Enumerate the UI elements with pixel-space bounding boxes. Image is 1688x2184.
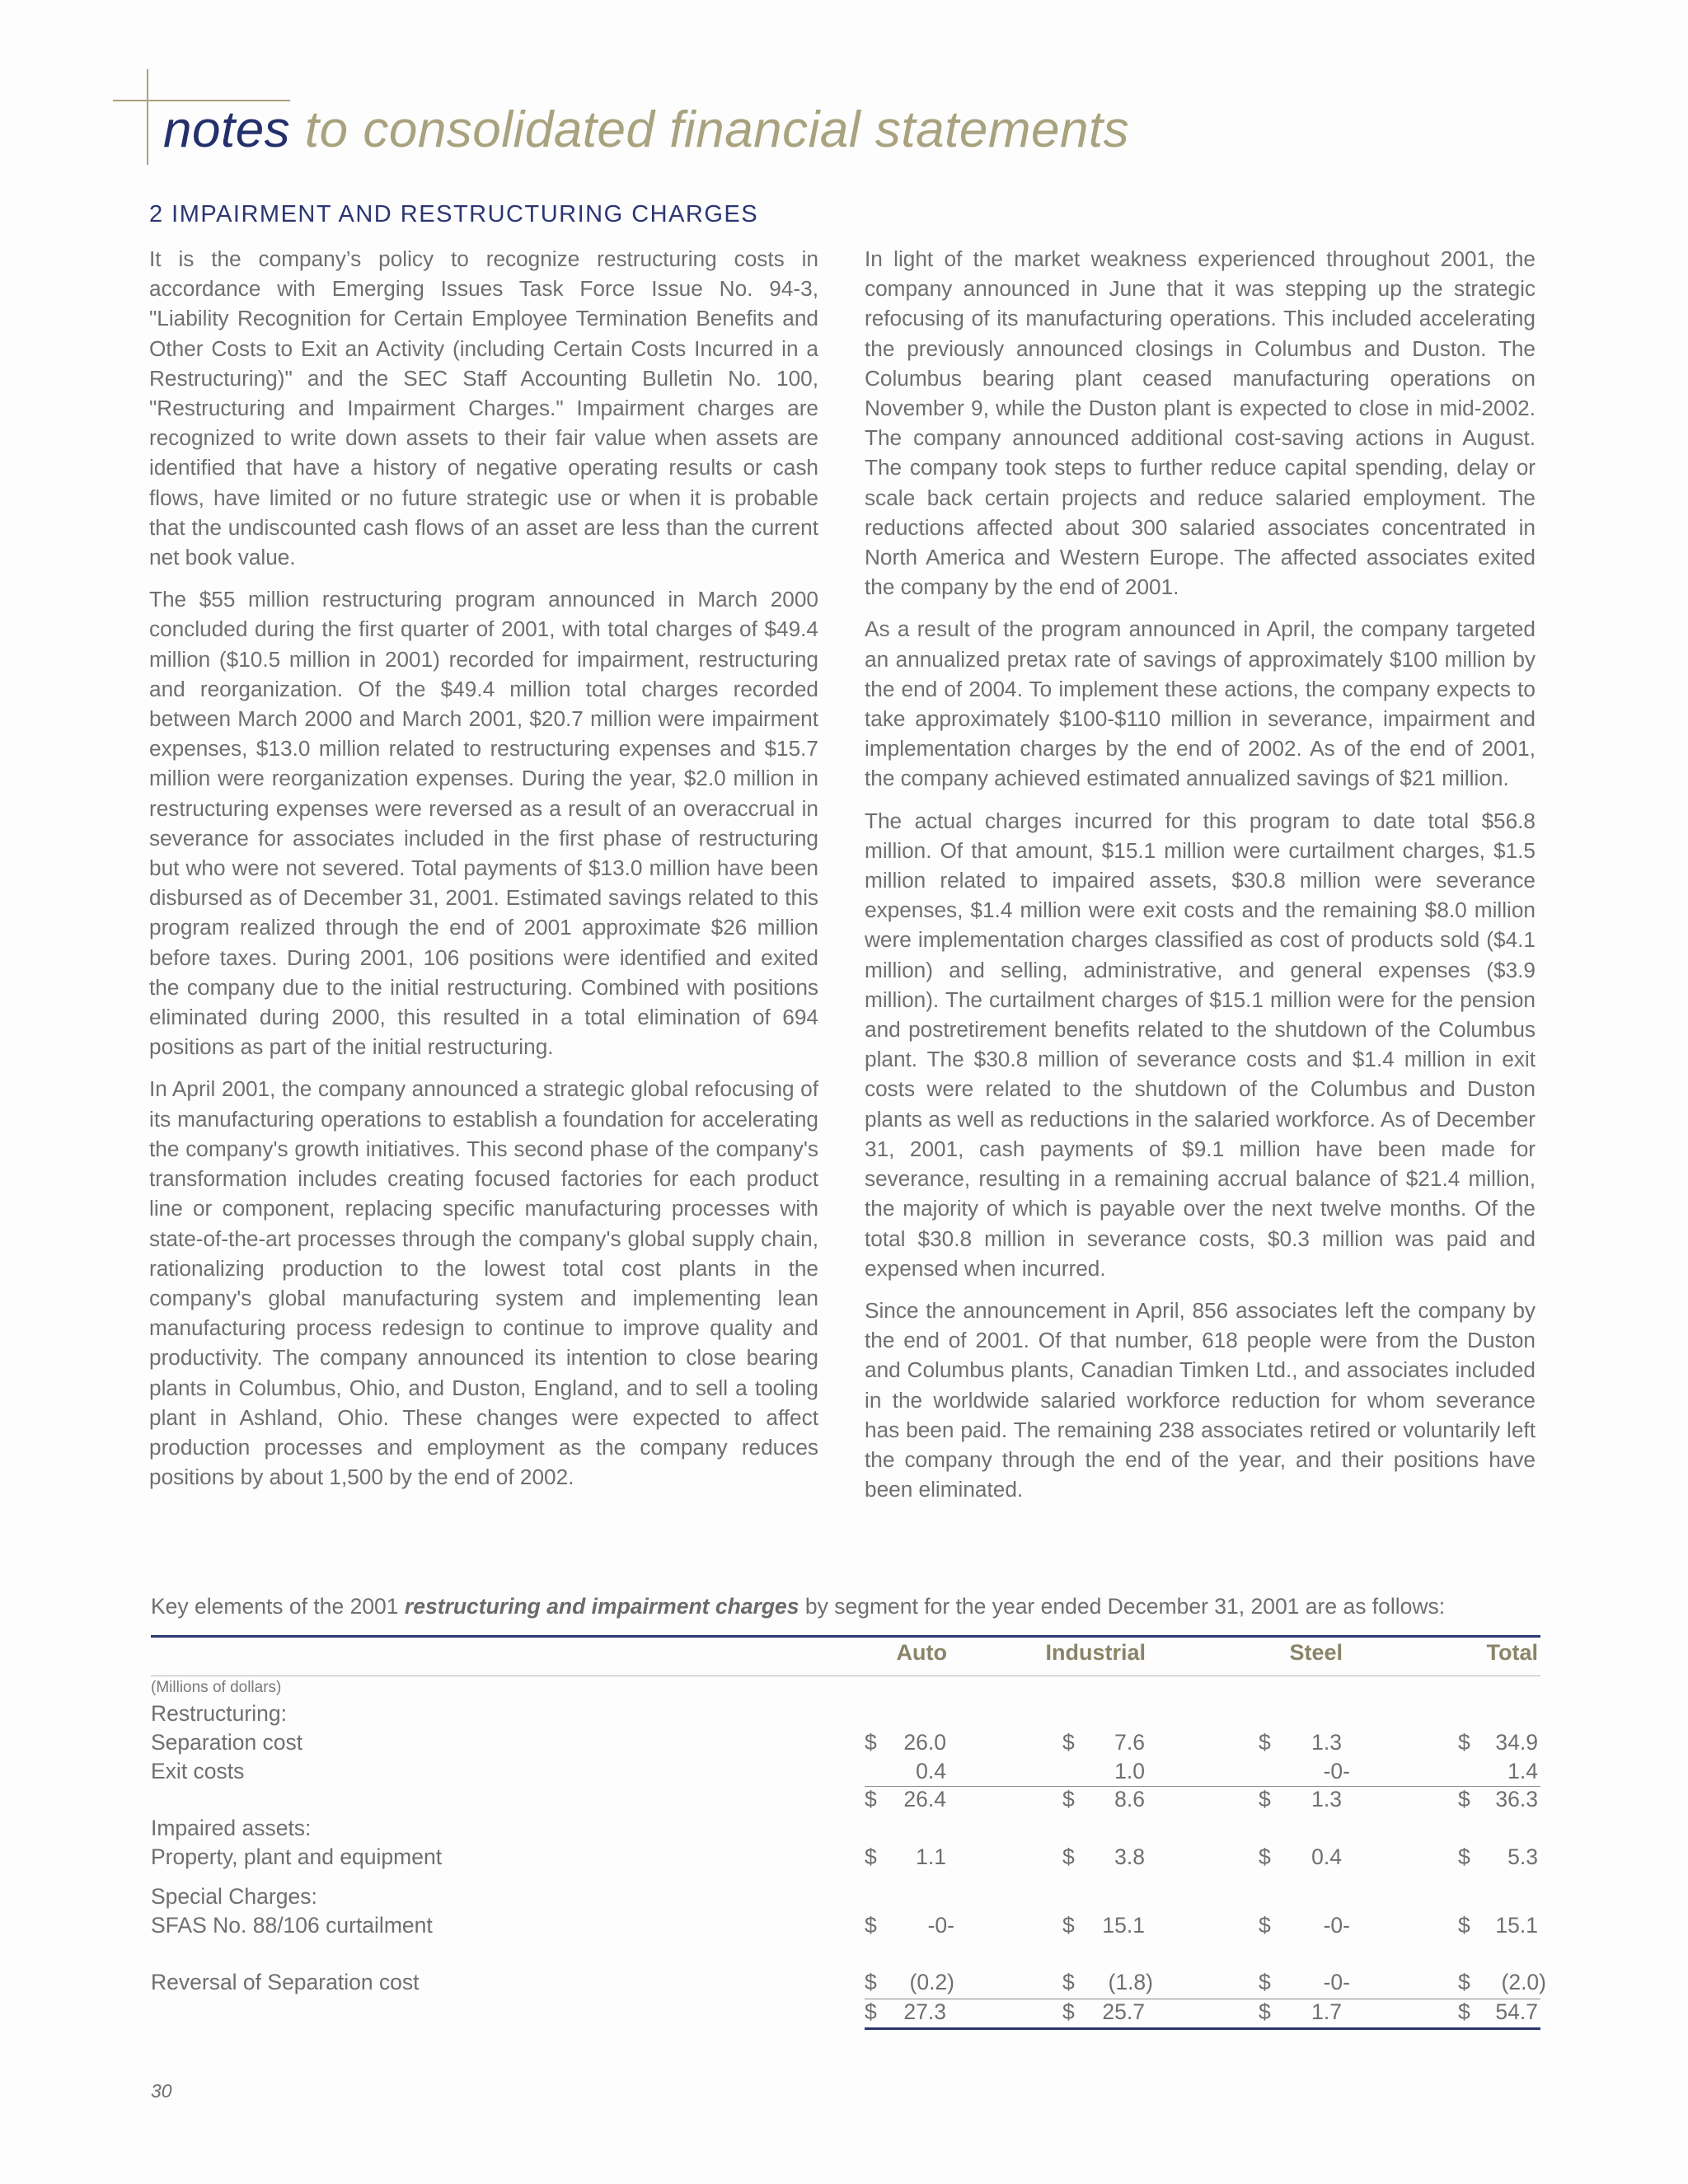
grand-total-rule [865,2027,1540,2030]
column-header-auto: Auto [896,1640,947,1665]
value-sfas-industrial: 15.1 [1102,1913,1145,1938]
currency-sign: $ [865,1844,877,1869]
currency-sign: $ [1062,1999,1075,2024]
value-separation-industrial: 7.6 [1114,1730,1145,1755]
paragraph: In April 2001, the company announced a strategic global refocusing of its manufacturing operations to establish a foundation for accelerating the company's growth initiatives. This second phase of the company's transformation includes creating focused factories for each product line or component, replacing specific manufacturing processes with state-of-the-art processes through the company's global supply chain, rationalizing production to the lowest total cost plants in the company's global manufacturing system and implementing lean manufacturing process redesign to continue to improve quality and productivity. The company announced its intention to close bearing plants in Columbus, Ohio, and Duston, England, and to sell a tooling plant in Ashland, Ohio. These changes were expected to affect production processes and employment as the company reduces positions by about 1,500 by the end of 2002. [149,1076,818,1490]
row-label-separation: Separation cost [151,1730,303,1755]
value-separation-total: 34.9 [1495,1730,1538,1755]
value-ppe-industrial: 3.8 [1114,1844,1145,1869]
value-exit-industrial: 1.0 [1114,1759,1145,1783]
page-title-accent: notes [163,101,291,158]
value-subtotal-steel: 1.3 [1311,1787,1342,1811]
page-title-rest: to consolidated financial statements [304,101,1130,158]
paragraph: The $55 million restructuring program announced in March 2000 concluded during the first quarter of 2001, with total charges of $49.4 million ($10.5 million in 2001) recorded for impairment, restructuring and reorganization. Of the $49.4 million total charges recorded between March 2000 and March 2001, $20.7 million were impairment expenses, $13.0 million related to restructuring expenses and $15.7 million were reorganization expenses. During the year, $2.0 million in restructuring expenses were reversed as a result of an overaccrual in severance for associates included in the first phase of restructuring but who were not severed. Total payments of $13.0 million have been disbursed as of December 31, 2001. Estimated savings related to this program realized through the end of 2001 approximate $26 million before taxes. During 2001, 106 positions were identified and exited the company due to the initial restructuring. Combined with positions eliminated during 2000, this resulted in a total elimination of 694 positions as part of the initial restructuring. [149,587,818,1060]
value-exit-total: 1.4 [1507,1759,1538,1783]
value-subtotal-total: 36.3 [1495,1787,1538,1811]
value-reversal-steel: -0- [1323,1970,1350,1994]
table-top-rule [151,1635,1540,1638]
currency-sign: $ [1259,1913,1271,1938]
value-reversal-industrial: (1.8) [1108,1970,1153,1994]
paragraph: The actual charges incurred for this program to date total $56.8 million. Of that amount, $15.1 million were curtailment charges, $1.5 million related to impaired assets, $30.8 million were severance expenses, $1.4 million were exit costs and the remaining $8.0 million were implementation charges classified as cost of products sold ($4.1 million) and selling, administrative, and general expenses ($3.9 million). The curtailment charges of $15.1 million were for the pension and postretirement benefits related to the shutdown of the Columbus plant. The $30.8 million of severance costs and $1.4 million in exit costs were related to the shutdown of the Columbus and Duston plants as well as reductions in the salaried workforce. As of December 31, 2001, cash payments of $9.1 million have been made for severance, resulting in a remaining accrual balance of $21.4 million, the majority of which is payable over the next twelve months. Of the total $30.8 million in severance costs, $0.3 million was paid and expensed when incurred. [865,808,1536,1281]
currency-sign: $ [1458,1999,1470,2024]
value-ppe-steel: 0.4 [1311,1844,1342,1869]
currency-sign: $ [865,1787,877,1811]
currency-sign: $ [865,1913,877,1938]
column-header-total: Total [1486,1640,1538,1665]
value-separation-auto: 26.0 [903,1730,946,1755]
row-label-ppe: Property, plant and equipment [151,1844,443,1869]
value-exit-steel: -0- [1323,1759,1350,1783]
currency-sign: $ [865,1999,877,2024]
value-ppe-auto: 1.1 [916,1844,946,1869]
value-sfas-total: 15.1 [1495,1913,1538,1938]
currency-sign: $ [1259,1970,1271,1994]
value-exit-auto: 0.4 [916,1759,946,1783]
units-note: (Millions of dollars) [151,1679,282,1696]
table-intro-after: by segment for the year ended December 31, 2001 are as follows: [799,1594,1446,1619]
value-subtotal-industrial: 8.6 [1114,1787,1145,1811]
currency-sign: $ [865,1730,877,1755]
currency-sign: $ [1458,1787,1470,1811]
value-reversal-auto: (0.2) [909,1970,954,1994]
row-label-special: Special Charges: [151,1884,317,1909]
table-intro [151,1594,1445,1619]
column-header-industrial: Industrial [1045,1640,1146,1665]
paragraph: In light of the market weakness experienced throughout 2001, the company announced in June that it was stepping up the strategic refocusing of its manufacturing operations. This included accelerating the previously announced closings in Columbus and Duston. The Columbus bearing plant ceased manufacturing operations on November 9, while the Duston plant is expected to close in mid-2002. The company announced additional cost-saving actions in August. The company took steps to further reduce capital spending, delay or scale back certain projects and reduce salaried employment. The reductions affected about 300 salaried associates concentrated in North America and Western Europe. The affected associates exited the company by the end of 2001. [865,246,1536,600]
header-rule-vertical [147,69,148,165]
table-header-rule [151,1675,1540,1676]
currency-sign: $ [1062,1913,1075,1938]
value-total-steel: 1.7 [1311,1999,1342,2024]
currency-sign: $ [1458,1913,1470,1938]
value-sfas-auto: -0- [927,1913,954,1938]
currency-sign: $ [1062,1970,1075,1994]
page-number: 30 [151,2080,172,2102]
page-title [163,101,1129,159]
left-column [149,244,818,1504]
currency-sign: $ [1458,1844,1470,1869]
currency-sign: $ [1458,1730,1470,1755]
row-label-impaired: Impaired assets: [151,1816,312,1840]
value-separation-steel: 1.3 [1311,1730,1342,1755]
value-total-auto: 27.3 [903,1999,946,2024]
section-heading: 2 IMPAIRMENT AND RESTRUCTURING CHARGES [149,201,759,227]
value-ppe-total: 5.3 [1507,1844,1538,1869]
value-reversal-total: (2.0) [1501,1970,1546,1994]
value-total-industrial: 25.7 [1102,1999,1145,2024]
currency-sign: $ [1259,1787,1271,1811]
paragraph: It is the company’s policy to recognize restructuring costs in accordance with Emerging Issues Task Force Issue No. 94-3, "Liability Recognition for Certain Employee Termination Benefits and Other Costs to Exit an Activity (including Certain Costs Incurred in a Restructuring)" and the SEC Staff Accounting Bulletin No. 100, "Restructuring and Impairment Charges." Impairment charges are recognized to write down assets to their fair value when assets are identified that have a history of negative operating results or cash flows, have limited or no future strategic use or when it is probable that the undiscounted cash flows of an asset are less than the current net book value. [149,246,818,570]
paragraph: Since the announcement in April, 856 associates left the company by the end of 2001. Of that number, 618 people were from the Duston and Columbus plants, Canadian Timken Ltd., and associates included in the worldwide salaried workforce reduction for whom severance has been paid. The remaining 238 associates retired or voluntarily left the company through the end of the year, and their positions have been eliminated. [865,1297,1536,1502]
currency-sign: $ [865,1970,877,1994]
value-sfas-steel: -0- [1323,1913,1350,1938]
row-label-restructuring: Restructuring: [151,1701,287,1726]
table-intro-emphasis: restructuring and impairment charges [404,1594,799,1619]
value-subtotal-auto: 26.4 [903,1787,946,1811]
currency-sign: $ [1062,1730,1075,1755]
right-column [865,244,1536,1516]
row-label-exit: Exit costs [151,1759,245,1783]
currency-sign: $ [1259,1844,1271,1869]
row-label-sfas: SFAS No. 88/106 curtailment [151,1913,433,1938]
currency-sign: $ [1458,1970,1470,1994]
paragraph: As a result of the program announced in April, the company targeted an annualized pretax rate of savings of approximately $100 million by the end of 2004. To implement these actions, the company expects to take approximately $100-$110 million in severance, impairment and implementation charges by the end of 2002. As of the end of 2001, the company achieved estimated annualized savings of $21 million. [865,616,1536,791]
currency-sign: $ [1062,1787,1075,1811]
row-label-reversal: Reversal of Separation cost [151,1970,420,1994]
currency-sign: $ [1259,1730,1271,1755]
currency-sign: $ [1062,1844,1075,1869]
column-header-steel: Steel [1289,1640,1343,1665]
currency-sign: $ [1259,1999,1271,2024]
table-intro-before: Key elements of the 2001 [151,1594,405,1619]
value-total-total: 54.7 [1495,1999,1538,2024]
